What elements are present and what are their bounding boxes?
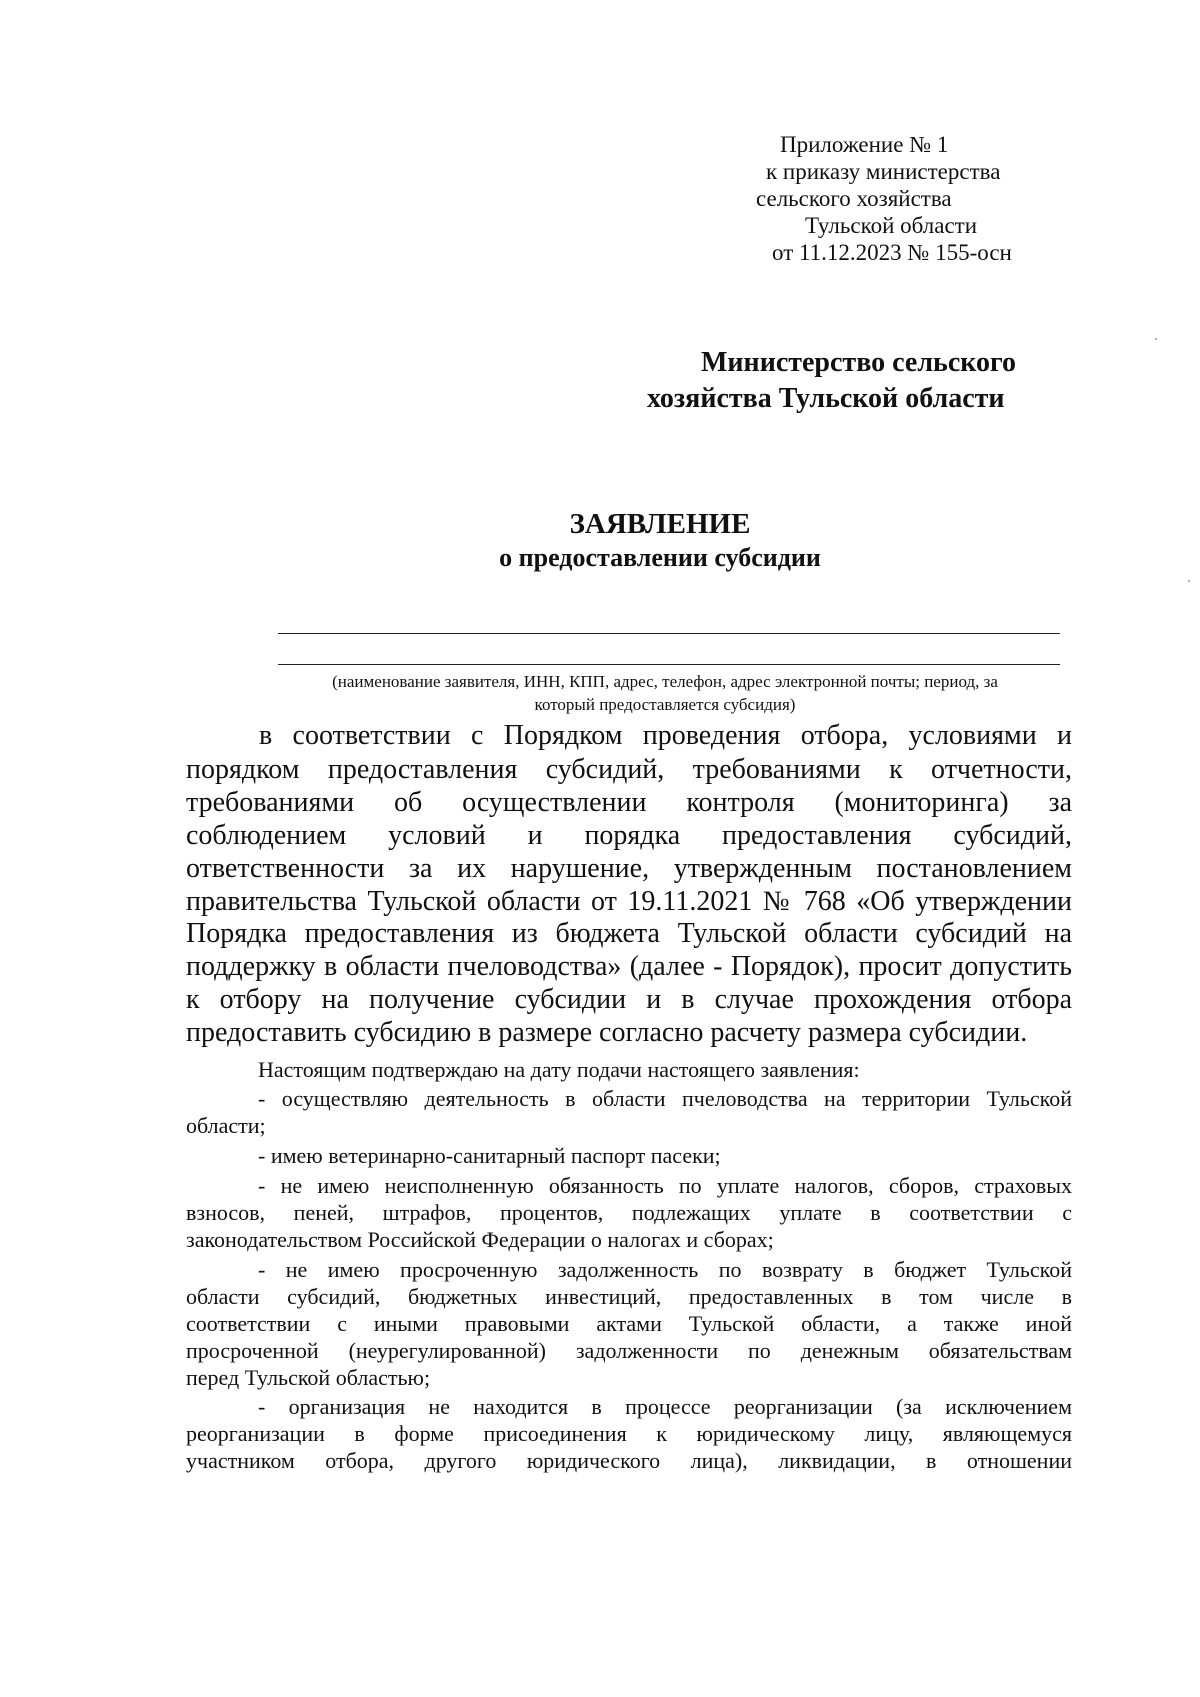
annex-line-3: сельского хозяйства (756, 186, 952, 211)
document-subtitle: о предоставлении субсидии (499, 543, 821, 572)
confirmation-line: - не имею неисполненную обязанность по уплате налогов, сборов, страховых (258, 1173, 1072, 1198)
annex-line-5: от 11.12.2023 № 155-осн (772, 240, 1012, 265)
main-paragraph-line: поддержку в области пчеловодства» (далее - Порядок), просит допустить (186, 951, 1072, 982)
recipient-line-2: хозяйства Тульской области (647, 383, 1005, 414)
confirmations-intro: Настоящим подтверждаю на дату подачи настоящего заявления: (258, 1057, 860, 1082)
main-paragraph-line: соблюдением условий и порядка предоставления субсидий, (186, 820, 1072, 851)
confirmation-line: реорганизации в форме присоединения к юридическому лицу, являющемуся (186, 1421, 1072, 1446)
annex-line-2: к приказу министерства (766, 159, 1001, 184)
confirmation-line: законодательством Российской Федерации о налогах и сборах; (186, 1227, 774, 1252)
document-title: ЗАЯВЛЕНИЕ (569, 508, 751, 540)
main-paragraph-line: в соответствии с Порядком проведения отбора, условиями и (259, 720, 1072, 751)
confirmation-line: - осуществляю деятельность в области пчеловодства на территории Тульской (258, 1086, 1072, 1111)
main-paragraph-line: Порядка предоставления из бюджета Тульской области субсидий на (186, 918, 1072, 949)
applicant-blank-line-2 (278, 664, 1060, 665)
confirmation-line: участником отбора, другого юридического лица), ликвидации, в отношении (186, 1448, 1072, 1473)
applicant-caption (265, 670, 1065, 716)
applicant-caption-line-2: который предоставляется субсидия) (534, 695, 796, 714)
confirmation-line: области; (186, 1113, 266, 1138)
confirmation-line: - организация не находится в процессе реорганизации (за исключением (258, 1394, 1072, 1419)
main-paragraph-line: правительства Тульской области от 19.11.2021 № 768 «Об утверждении (186, 886, 1072, 917)
scan-speck (1155, 338, 1157, 340)
recipient-line-1: Министерство сельского (701, 347, 1017, 378)
scan-speck (1188, 580, 1190, 582)
confirmation-line: просроченной (неурегулированной) задолженности по денежным обязательствам (186, 1338, 1072, 1363)
applicant-caption-line-1: (наименование заявителя, ИНН, КПП, адрес, телефон, адрес электронной почты; период, за (332, 672, 998, 691)
main-paragraph-line: предоставить субсидию в размере согласно расчету размера субсидии. (186, 1017, 1028, 1048)
confirmation-line: - не имею просроченную задолженность по возврату в бюджет Тульской (258, 1257, 1072, 1282)
applicant-blank-line-1 (278, 633, 1060, 634)
annex-line-1: Приложение № 1 (780, 132, 949, 157)
main-paragraph-line: требованиями об осуществлении контроля (мониторинга) за (186, 787, 1072, 818)
confirmation-line: - имею ветеринарно-санитарный паспорт пасеки; (258, 1143, 721, 1168)
confirmation-line: области субсидий, бюджетных инвестиций, предоставленных в том числе в (186, 1284, 1072, 1309)
main-paragraph-line: к отбору на получение субсидии и в случае прохождения отбора (186, 984, 1072, 1015)
confirmation-line: взносов, пеней, штрафов, процентов, подлежащих уплате в соответствии с (186, 1200, 1072, 1225)
main-paragraph-line: порядком предоставления субсидий, требованиями к отчетности, (186, 754, 1072, 785)
confirmation-line: соответствии с иными правовыми актами Тульской области, а также иной (186, 1311, 1072, 1336)
main-paragraph-line: ответственности за их нарушение, утвержденным постановлением (186, 853, 1072, 884)
confirmation-line: перед Тульской областью; (186, 1365, 431, 1390)
annex-line-4: Тульской области (805, 213, 978, 238)
